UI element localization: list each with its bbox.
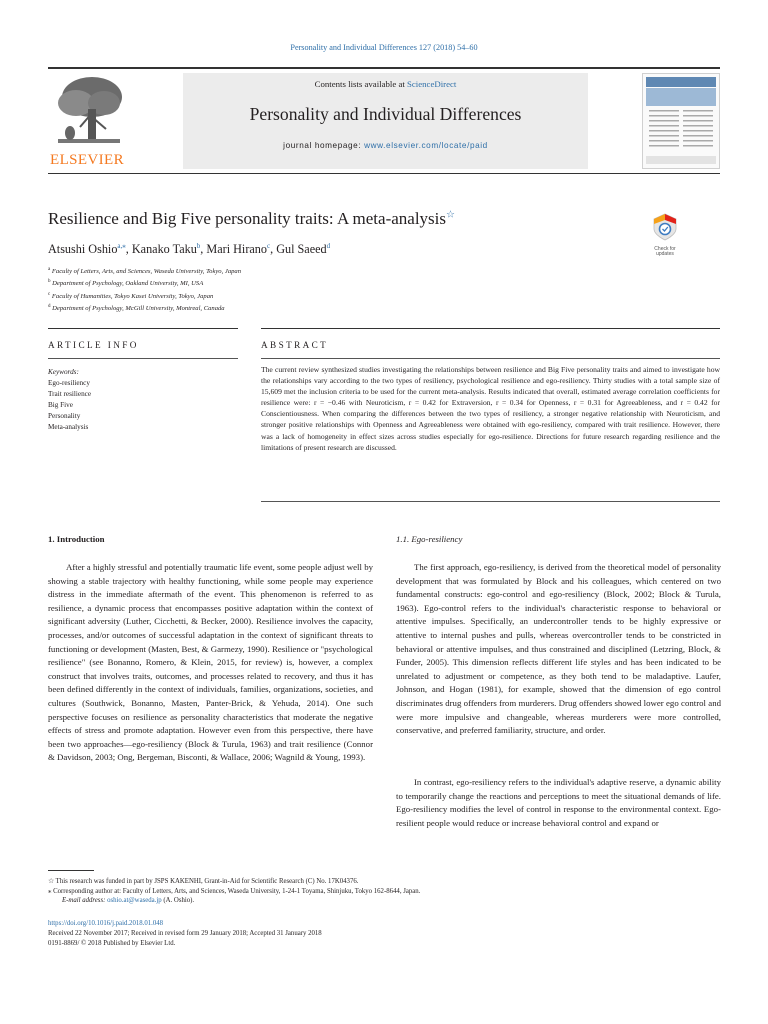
author-name: Kanako Taku: [131, 242, 197, 257]
email-label: E-mail address:: [62, 897, 108, 904]
homepage-label: journal homepage:: [283, 141, 365, 150]
ego-resiliency-paragraph-1: The first approach, ego-resiliency, is derived from the theoretical model of personality development that was formulated by Block and his colleagues, which centered on two fundamental constructs: ego-control and ego-resiliency (Block, 2002; Block & Turula, 1963). Ego-control refers to the individual's characteristic response to behavioral or attentive impulses. Specifically, an undercontroller tends to be highly expressive or attentive to internal pushes and pulls, whereas overcontroller tends to be constricted in behavioral or attentive impulses, and thus constrained and disciplined (Letzring, Block, & Funder, 2005). This dimension reflects different life styles and has been indicated to be unrelated to adjustment or competence, as they both tend to be maladaptive. Laufer, Johnson, and Hogan (1981), for example, showed that the dimension of ego control discriminates drug offenders from murderers. Drug offenders showed lower ego control and were more impulsive and changeable, whereas murderers were more controlled, conservative, and preferred familiarity, structure, and order.: [396, 562, 721, 736]
keyword-item: Ego-resiliency: [48, 379, 90, 387]
affiliation-list: [48, 265, 241, 315]
doi-link[interactable]: https://doi.org/10.1016/j.paid.2018.01.048: [48, 920, 164, 927]
affiliation-item: [48, 277, 241, 289]
check-for-updates-badge[interactable]: [647, 213, 683, 263]
abstract-rule: [261, 328, 720, 329]
article-info-rule: [48, 328, 238, 329]
ego-resiliency-paragraph-2: In contrast, ego-resiliency refers to the individual's adaptive reserve, a dynamic ability to temporarily change the reactions and perceptions to meet the situational demands of life. Ego-resiliency modifies the level of control in response to the environmental context. Ego-resilient people would reduce or increase behavioral control and expand or: [396, 777, 721, 828]
elsevier-logo[interactable]: [48, 71, 130, 171]
abstract-heading: ABSTRACT: [261, 340, 329, 350]
keywords-block: [48, 367, 91, 433]
abstract-subrule: [261, 358, 720, 359]
elsevier-tree-logo-icon: [52, 73, 126, 151]
funding-footnote: ☆ This research was funded in part by JSPS KAKENHI, Grant-in-Aid for Scientific Research (C) No. 17K04376.: [48, 878, 359, 885]
keyword-item: Personality: [48, 412, 81, 420]
author-name: Mari Hirano: [206, 242, 267, 257]
subsection-heading-ego-resiliency: 1.1. Ego-resiliency: [396, 534, 463, 544]
journal-homepage-line: [183, 141, 588, 150]
email-footnote: [62, 897, 194, 904]
affiliation-item: [48, 265, 241, 277]
journal-banner: [183, 73, 588, 169]
cover-art: [643, 74, 719, 168]
corresponding-footnote: ⁎ Corresponding author at: Faculty of Letters, Arts, and Sciences, Waseda University, 1-24-1 Toyama, Shinjuku, Tokyo 162-8644, Japan.: [48, 888, 421, 895]
affiliation-text: Faculty of Letters, Arts, and Sciences, Waseda University, Tokyo, Japan: [51, 268, 242, 276]
keywords-label: Keywords:: [48, 368, 79, 376]
author-name: Atsushi Oshio: [48, 242, 118, 257]
affiliation-item: [48, 302, 241, 314]
affiliation-mark: d: [48, 304, 51, 310]
title-footnote-mark[interactable]: ☆: [446, 209, 455, 221]
affiliation-mark: c: [48, 291, 51, 297]
author-name: Gul Saeed: [276, 242, 327, 257]
abstract-text: The current review synthesized studies investigating the relationships between resilience and Big Five personality traits and aimed to investigate how the relationships vary according to the two types of resiliency, psychological resilience and ego-resiliency. Thirty studies with a total sample size of 15,609 met the inclusion criteria to be used for the current meta-analysis. Results indicated that overall, estimated average correlation coefficients for resilience were: r = −0.46 with Neuroticism, r = 0.42 for Extraversion, r = 0.34 for Openness, r = 0.31 for Agreeableness, and r = 0.42 for Conscientiousness. When comparing the differences between the two types of resiliency, a stronger negative relationship with Neuroticism, and stronger positive relationships with Openness and Agreeableness were obtained with ego-resiliency, compared with trait resilience. However, there was a lack of homogeneity in effect sizes across studies especially for ego-resilience. Directions for future research regarding resilience and the limitations of present research are discussed.: [261, 365, 720, 452]
affiliation-mark: a: [48, 267, 51, 272]
abstract-end-rule: [261, 501, 720, 502]
check-for-updates-label: Check for updates: [654, 246, 676, 258]
check-for-updates-icon: [652, 213, 678, 241]
keyword-item: Big Five: [48, 401, 73, 409]
author-list: Atsushi Oshio$^{a,⁎}$, Kanako Taku$^b$, Mari Hirano$^c$, Gul Saeed$^d$: [48, 242, 331, 257]
sciencedirect-link[interactable]: ScienceDirect: [407, 79, 457, 89]
author-affil-mark[interactable]: c: [266, 242, 271, 250]
title-text: Resilience and Big Five personality traits: A meta-analysis: [48, 209, 447, 228]
article-info-heading: ARTICLE INFO: [48, 340, 139, 350]
email-suffix: (A. Oshio).: [161, 897, 195, 904]
author-affil-mark[interactable]: b: [196, 242, 201, 250]
keyword-item: Meta-analysis: [48, 423, 89, 431]
publication-info: [48, 919, 322, 950]
copyright-line: 0191-8869/ © 2018 Published by Elsevier Ltd.: [48, 940, 176, 948]
article-title: [48, 209, 455, 229]
affiliation-text: Department of Psychology, Oakland University, MI, USA: [52, 280, 204, 288]
article-info-subrule: [48, 358, 238, 359]
keyword-item: Trait resilience: [48, 390, 92, 398]
running-header[interactable]: Personality and Individual Differences 127 (2018) 54–60: [290, 43, 478, 52]
affiliation-item: [48, 290, 241, 302]
author-affil-mark[interactable]: a,⁎: [117, 242, 126, 250]
section-heading-introduction: 1. Introduction: [48, 534, 105, 544]
introduction-paragraph: After a highly stressful and potentially traumatic life event, some people adjust well by showing a stable trajectory with healthy functioning, while some people may experience distress in the immediate aftermath of the event. This phenomenon is referred to as resilience, a dynamic process that encompasses positive adaptation within the context of significant adversity (Luther, Cicchetti, & Becker, 2000). Resilience involves the capacity, processes, and/or outcomes of successful adaptation in the context of significant threats to functioning or development (Masten, Best, & Garmezy, 1990). Resilience or "psychological resilience" (see Bonanno, Romero, & Klein, 2015, for review) is, however, a complex construct that involves traits, outcomes, and processes related to recovery, and thus it has been defined differently in the context of individuals, families, organizations, societies, and cultures (Southwick, Bonanno, Masten, Panter-Brick, & Yehuda, 2014). One such perspective focuses on resilience as personality characteristics that moderate the negative effects of stress and promote adaptation. However even from this perspective, there have been two approaches—ego-resiliency (Block & Turula, 1963) and trait resilience (Connor & Davidson, 2003; Ong, Bergeman, Bisconti, & Wallace, 2006; Wagnild & Young, 1993).: [48, 562, 373, 763]
affiliation-mark: b: [48, 279, 51, 285]
author-affil-mark[interactable]: d: [326, 242, 331, 250]
email-link[interactable]: oshio.at@waseda.jp: [107, 897, 162, 904]
footnote-rule: [48, 870, 94, 871]
journal-masthead: [48, 67, 720, 174]
journal-title: Personality and Individual Differences: [249, 104, 522, 124]
journal-cover-thumbnail-icon[interactable]: [642, 73, 720, 169]
affiliation-text: Faculty of Humanities, Tokyo Kasei University, Tokyo, Japan: [51, 292, 214, 300]
received-dates: Received 22 November 2017; Received in revised form 29 January 2018; Accepted 31 January 2018: [48, 930, 322, 938]
publisher-wordmark: ELSEVIER: [50, 152, 125, 168]
affiliation-text: Department of Psychology, McGill University, Montreal, Canada: [52, 305, 225, 313]
contents-line: [183, 79, 588, 89]
contents-prefix: Contents lists available at: [314, 79, 407, 89]
homepage-link[interactable]: www.elsevier.com/locate/paid: [364, 141, 488, 150]
